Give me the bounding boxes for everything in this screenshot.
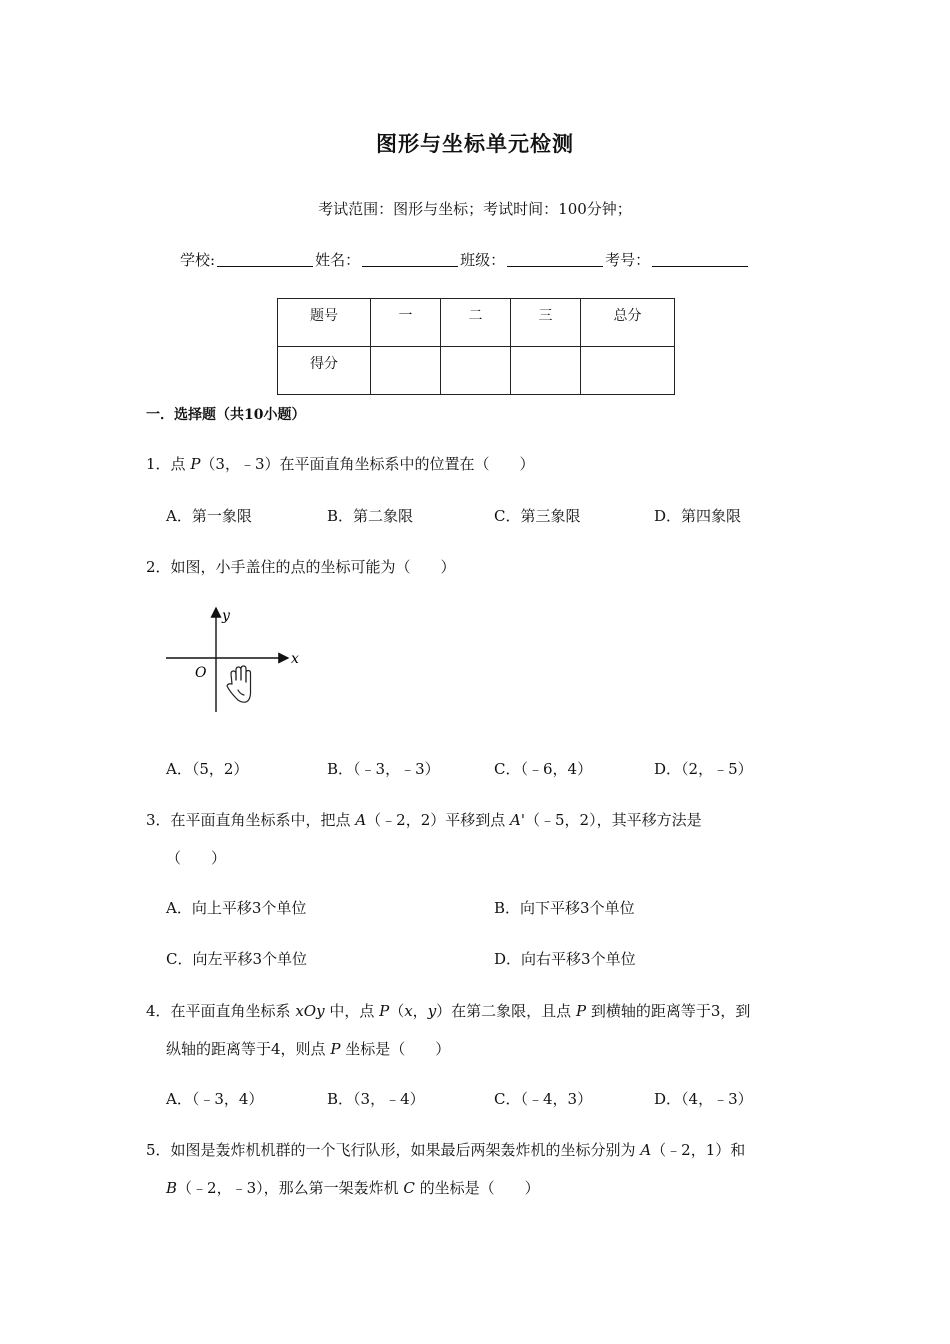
header-cell-part-1: 一 [371,299,441,347]
q4-var-y: y [427,1002,437,1020]
header-cell-question-no: 题号 [278,299,371,347]
q2-option-c[interactable]: C．（﹣6，4） [494,760,593,778]
class-label: 班级： [460,251,506,269]
question-4-line-2 [166,1037,450,1061]
q4-option-c[interactable]: C．（﹣4，3） [494,1090,593,1108]
number-label: 考号： [605,251,651,269]
question-2: 2．如图，小手盖住的点的坐标可能为（ ） [146,558,456,576]
score-cell-part-3[interactable] [511,347,581,395]
origin-label: O [195,665,207,681]
score-row-label: 得分 [278,347,371,395]
header-cell-part-2: 二 [441,299,511,347]
q5-text-b: （﹣2，1）和 [651,1141,746,1159]
q5-var-c: C [403,1179,415,1197]
q4-line2-b: 坐标是（ ） [340,1040,451,1058]
q4-option-a[interactable]: A．（﹣3，4） [166,1090,264,1108]
q5-text-a: 5．如图是轰炸机机群的一个飞行队形，如果最后两架轰炸机的坐标分别为 [146,1141,641,1159]
name-blank[interactable] [362,251,458,267]
q1-option-a[interactable]: A．第一象限 [166,507,252,525]
q4-text-f: 到横轴的距离等于3，到 [586,1002,751,1020]
hand-coordinate-figure [160,600,310,720]
exam-subtitle: 考试范围：图形与坐标；考试时间：100分钟； [318,200,632,218]
student-info-line [180,249,750,270]
q4-option-b[interactable]: B．（3，﹣4） [327,1090,425,1108]
section-heading-choice: 一．选择题（共10小题） [146,407,306,423]
page-title: 图形与坐标单元检测 [376,131,574,156]
q3-option-a[interactable]: A．向上平移3个单位 [166,899,307,917]
q4-text-c: （ [389,1002,405,1020]
question-3-line-1 [146,808,702,832]
number-blank[interactable] [652,251,748,267]
school-blank[interactable] [217,251,313,267]
q2-option-d[interactable]: D．（2，﹣5） [654,760,753,778]
q3-text-b: （﹣2，2）平移到点 [366,811,511,829]
header-cell-total: 总分 [581,299,675,347]
school-label: 学校: [180,251,216,269]
q4-text-b: 中，点 [324,1002,380,1020]
q1-option-b[interactable]: B．第二象限 [327,507,414,525]
question-5-line-2 [166,1176,540,1200]
y-axis-label: y [222,608,230,624]
header-cell-part-3: 三 [511,299,581,347]
q4-var-xoy: xOy [295,1002,325,1020]
q4-var-p2: P [575,1002,587,1020]
q1-var-p: P [190,455,201,473]
q1-text-b: （3，﹣3）在平面直角坐标系中的位置在（ ） [200,455,535,473]
q4-text-a: 4．在平面直角坐标系 [146,1002,296,1020]
q1-option-c[interactable]: C．第三象限 [494,507,581,525]
q3-option-d[interactable]: D．向右平移3个单位 [494,950,636,968]
q4-text-d: ， [412,1002,428,1020]
q4-line2-var-p: P [330,1040,341,1058]
q1-text-a: 1．点 [146,455,191,473]
score-table-header-row [278,299,675,347]
class-blank[interactable] [507,251,603,267]
q5-var-a: A [640,1141,652,1159]
q2-option-a[interactable]: A．（5，2） [166,760,249,778]
x-axis-label: x [291,651,299,667]
score-table-score-row [278,347,675,395]
q4-var-x: x [404,1002,413,1020]
q3-option-b[interactable]: B．向下平移3个单位 [494,899,635,917]
score-cell-part-1[interactable] [371,347,441,395]
q5-line2-b: 的坐标是（ ） [414,1179,540,1197]
q4-line2-a: 纵轴的距离等于4，则点 [166,1040,331,1058]
q4-var-p: P [379,1002,390,1020]
score-table [277,298,675,395]
question-3-line-2: （ ） [166,849,227,867]
name-label: 姓名： [315,251,361,269]
q3-text-c: （﹣5，2），其平移方法是 [525,811,702,829]
q5-line2-a: （﹣2，﹣3），那么第一架轰炸机 [177,1179,404,1197]
q3-text-a: 3．在平面直角坐标系中，把点 [146,811,356,829]
score-cell-part-2[interactable] [441,347,511,395]
score-cell-total[interactable] [581,347,675,395]
question-4-line-1 [146,999,750,1023]
q3-var-a-prime: A' [510,811,525,829]
hand-icon [227,666,251,702]
q3-option-c[interactable]: C．向左平移3个单位 [166,950,308,968]
q3-var-a: A [355,811,367,829]
question-1 [146,452,535,476]
q4-text-e: ）在第二象限，且点 [436,1002,576,1020]
q5-var-b: B [166,1179,178,1197]
q1-option-d[interactable]: D．第四象限 [654,507,742,525]
q2-option-b[interactable]: B．（﹣3，﹣3） [327,760,440,778]
q4-option-d[interactable]: D．（4，﹣3） [654,1090,753,1108]
question-5-line-1 [146,1138,745,1162]
